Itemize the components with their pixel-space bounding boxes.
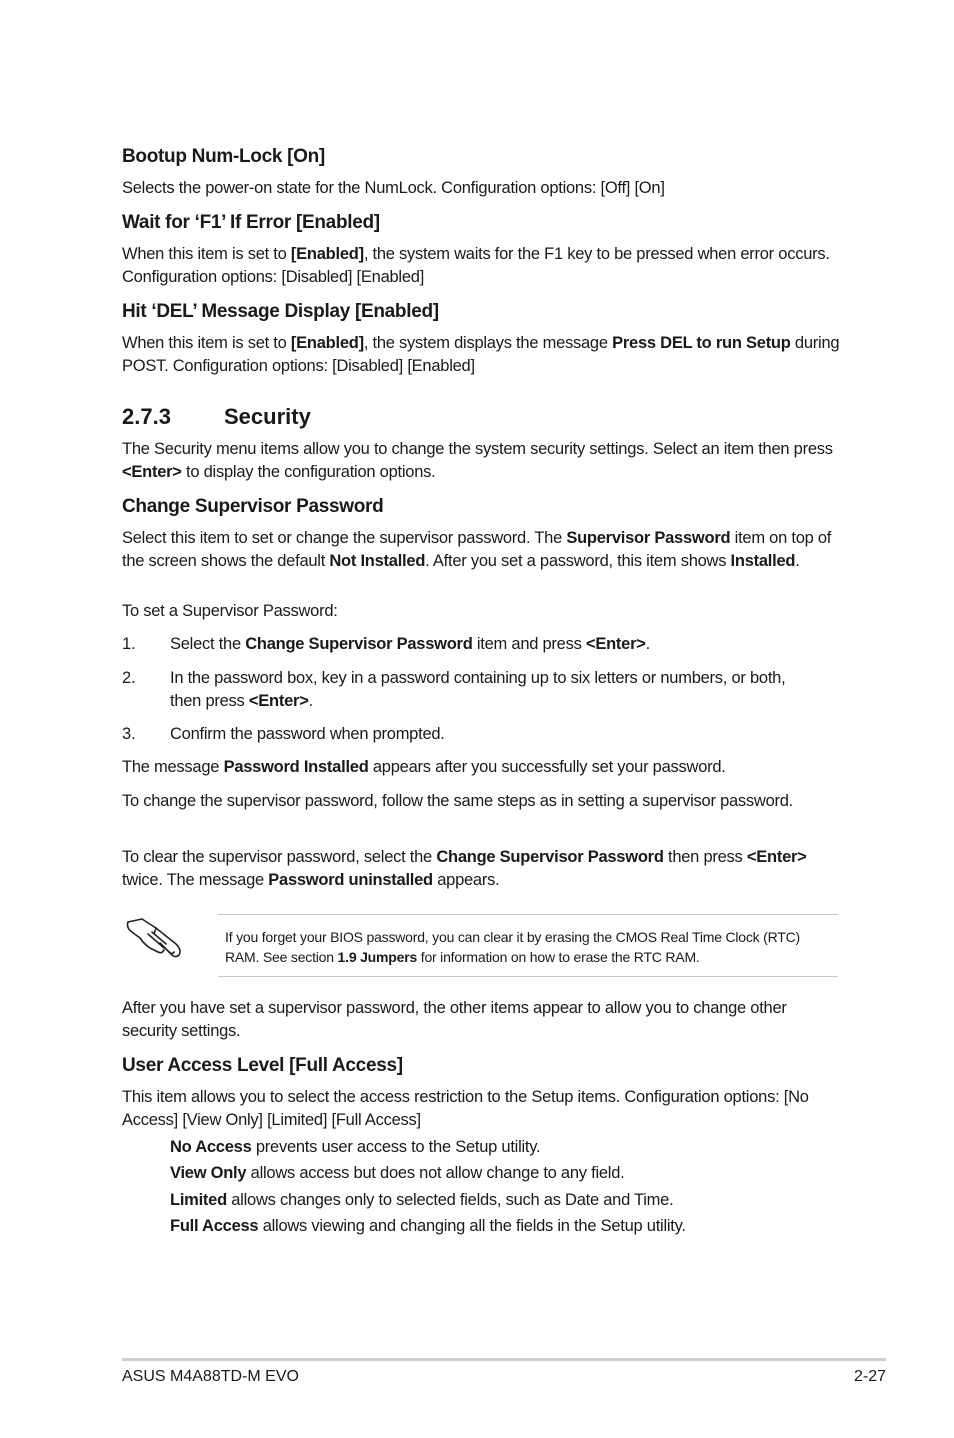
note-box xyxy=(218,914,838,977)
footer-divider xyxy=(122,1358,886,1361)
user-access-description: This item allows you to select the access restriction to the Setup items. Configuration options: [No Access] [View Only] [Limited] [Full Access] xyxy=(122,1088,809,1129)
set-password-intro: To set a Supervisor Password: xyxy=(122,602,338,620)
note-text: If you forget your BIOS password, you can clear it by erasing the CMOS Real Time Clock (RTC) RAM. See section 1.9 Jumpers for information on how to erase the RTC RAM. xyxy=(225,929,801,965)
user-access-heading: User Access Level [Full Access] xyxy=(122,1055,403,1076)
list-item: Limited allows changes only to selected fields, such as Date and Time. xyxy=(170,1191,674,1209)
bootup-numlock-description: Selects the power-on state for the NumLock. Configuration options: [Off] [On] xyxy=(122,179,665,197)
wait-f1-description: When this item is set to [Enabled], the system waits for the F1 key to be pressed when error occurs. Configuration options: [Disabled] [Enabled] xyxy=(122,245,830,286)
change-password-text: To change the supervisor password, follow the same steps as in setting a supervisor password. xyxy=(122,792,794,810)
hit-del-heading: Hit ‘DEL’ Message Display [Enabled] xyxy=(122,301,439,322)
section-title: Security xyxy=(224,404,311,429)
hit-del-description: When this item is set to [Enabled], the system displays the message Press DEL to run Setup during POST. Configuration options: [Disabled] [Enabled] xyxy=(122,334,840,375)
list-item: No Access prevents user access to the Setup utility. xyxy=(170,1138,541,1156)
wait-f1-heading: Wait for ‘F1’ If Error [Enabled] xyxy=(122,212,380,233)
hand-pointing-icon xyxy=(124,914,188,962)
after-supervisor-text: After you have set a supervisor password, the other items appear to allow you to change other security settings. xyxy=(122,999,787,1040)
supervisor-description: Select this item to set or change the supervisor password. The Supervisor Password item on top of the screen shows the default Not Installed. After you set a password, this item shows Installed. xyxy=(122,529,832,570)
list-item: Full Access allows viewing and changing all the fields in the Setup utility. xyxy=(170,1217,686,1235)
list-item: View Only allows access but does not allow change to any field. xyxy=(170,1164,625,1182)
footer-product-name: ASUS M4A88TD-M EVO xyxy=(122,1368,299,1385)
security-intro: The Security menu items allow you to change the system security settings. Select an item then press <Enter> to display the configuration options. xyxy=(122,440,833,481)
password-installed-message: The message Password Installed appears after you successfully set your password. xyxy=(122,758,726,776)
page-number: 2-27 xyxy=(853,1368,886,1385)
clear-password-text: To clear the supervisor password, select the Change Supervisor Password then press <Enter> twice. The message Password uninstalled appears. xyxy=(122,848,807,889)
security-section-heading xyxy=(122,404,311,430)
bootup-numlock-heading: Bootup Num-Lock [On] xyxy=(122,146,325,167)
change-supervisor-heading: Change Supervisor Password xyxy=(122,496,384,517)
section-number: 2.7.3 xyxy=(122,404,171,429)
